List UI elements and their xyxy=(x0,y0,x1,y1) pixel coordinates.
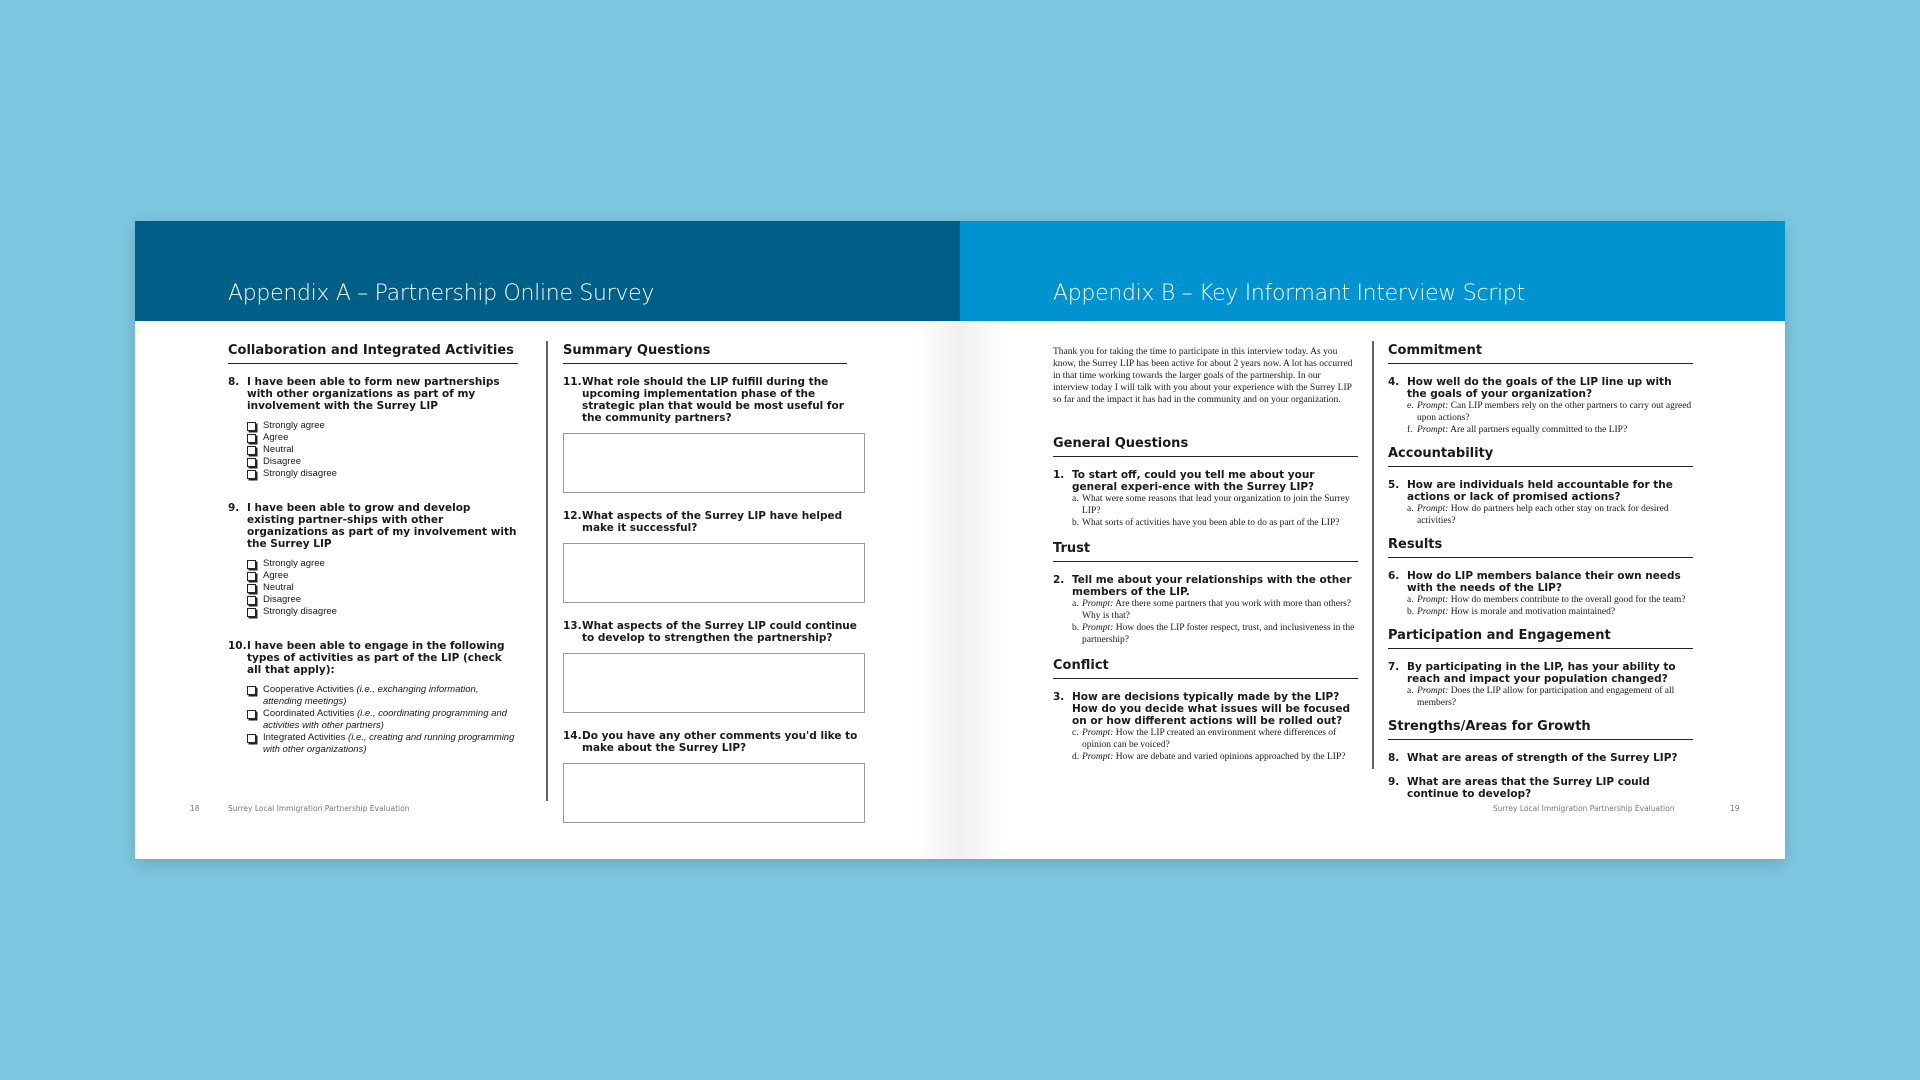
right-page xyxy=(960,221,1785,859)
sub-question: a. Prompt: Does the LIP allow for participation and engagement of all members? xyxy=(1407,686,1675,708)
sub-question: c. Prompt: How the LIP created an environment where differences of opinion can be voiced? xyxy=(1072,728,1337,750)
left-page-header xyxy=(135,221,960,321)
checkbox-icon[interactable] xyxy=(247,686,256,695)
question-5: 5. How are individuals held accountable for the actions or lack of promised actions? xyxy=(1388,479,1673,503)
q9-options xyxy=(247,558,518,618)
section-heading: Participation and Engagement xyxy=(1388,628,1693,649)
question-12: 12. What aspects of the Surrey LIP have helped make it successful? xyxy=(563,510,843,534)
sub-question: a. What were some reasons that lead your organization to join the Surrey LIP? xyxy=(1072,494,1350,516)
section-heading: Commitment xyxy=(1388,343,1693,364)
question-4: 4. How well do the goals of the LIP line up with the goals of your organization? xyxy=(1388,376,1672,400)
question-6: 6. How do LIP members balance their own needs with the needs of the LIP? xyxy=(1388,570,1681,594)
question-8: 8. I have been able to form new partnerships with other organizations as part of my involvement with the Surrey LIP xyxy=(228,376,500,412)
checkbox-icon[interactable] xyxy=(247,734,256,743)
section-heading: Conflict xyxy=(1053,658,1358,679)
checkbox-icon[interactable] xyxy=(247,422,256,431)
page-number: 18 xyxy=(190,804,200,813)
checkbox-option[interactable]: Cooperative Activities (i.e., exchanging information, attending meetings) xyxy=(247,684,518,708)
intro-paragraph: Thank you for taking the time to participate in this interview today. As you know, the Surrey LIP has been active for about 2 years now. A lot has occurred in that time working towards the larger goals of the partnership. In our interview today I will talk with you about your experience with the Surrey LIP so far and the impact it has had in the community and on your organization. xyxy=(1053,347,1353,405)
sub-question: a. Prompt: How do members contribute to the overall good for the team? xyxy=(1407,595,1686,605)
checkbox-icon[interactable] xyxy=(247,584,256,593)
checkbox-icon[interactable] xyxy=(247,458,256,467)
checkbox-icon[interactable] xyxy=(247,446,256,455)
checkbox-option[interactable]: Strongly disagree xyxy=(247,606,518,618)
section-heading: Accountability xyxy=(1388,446,1693,467)
sub-question: a. Prompt: Are there some partners that you work with more than others? Why is that? xyxy=(1072,599,1352,621)
checkbox-option[interactable]: Agree xyxy=(247,432,518,444)
answer-box[interactable] xyxy=(563,543,865,603)
checkbox-option[interactable]: Coordinated Activities (i.e., coordinating programming and activities with other partners) xyxy=(247,708,518,732)
column-divider xyxy=(1372,341,1374,769)
section-heading: Strengths/Areas for Growth xyxy=(1388,719,1693,740)
footer-text: Surrey Local Immigration Partnership Evaluation xyxy=(228,804,410,813)
booklet-spread xyxy=(135,221,1785,859)
question-9: 9. I have been able to grow and develop existing partner-ships with other organizations as part of my involvement with the Surrey LIP xyxy=(228,502,517,550)
answer-box[interactable] xyxy=(563,433,865,493)
checkbox-option[interactable]: Strongly disagree xyxy=(247,468,518,480)
question-14: 14. Do you have any other comments you'd like to make about the Surrey LIP? xyxy=(563,730,858,754)
section-heading: Results xyxy=(1388,537,1693,558)
question-2: 2. Tell me about your relationships with the other members of the LIP. xyxy=(1053,574,1352,598)
checkbox-icon[interactable] xyxy=(247,608,256,617)
checkbox-option[interactable]: Strongly agree xyxy=(247,558,518,570)
sub-question: e. Prompt: Can LIP members rely on the other partners to carry out agreed upon actions? xyxy=(1407,401,1692,423)
section-heading: General Questions xyxy=(1053,436,1358,457)
left-page xyxy=(135,221,960,859)
checkbox-option[interactable]: Neutral xyxy=(247,582,518,594)
sub-question: b. Prompt: How is morale and motivation maintained? xyxy=(1407,607,1616,617)
question-9: 9. What are areas that the Surrey LIP could continue to develop? xyxy=(1388,776,1650,800)
sub-question: a. Prompt: How do partners help each other stay on track for desired activities? xyxy=(1407,504,1669,526)
checkbox-option[interactable]: Integrated Activities (i.e., creating and running programming with other organizations) xyxy=(247,732,518,756)
checkbox-icon[interactable] xyxy=(247,470,256,479)
checkbox-icon[interactable] xyxy=(247,596,256,605)
question-8: 8. What are areas of strength of the Surrey LIP? xyxy=(1388,752,1678,764)
page-number: 19 xyxy=(1730,804,1740,813)
checkbox-icon[interactable] xyxy=(247,434,256,443)
question-11: 11. What role should the LIP fulfill during the upcoming implementation phase of the strategic plan that would be most useful for the community partners? xyxy=(563,376,844,424)
left-page-title: Appendix A – Partnership Online Survey xyxy=(228,281,655,306)
checkbox-icon[interactable] xyxy=(247,710,256,719)
question-3: 3. How are decisions typically made by the LIP? How do you decide what issues will be focused on or how different actions will be rolled out? xyxy=(1053,691,1351,727)
answer-box[interactable] xyxy=(563,763,865,823)
question-7: 7. By participating in the LIP, has your ability to reach and impact your population changed? xyxy=(1388,661,1676,685)
column-divider xyxy=(546,341,548,801)
q10-options xyxy=(247,684,518,756)
question-1: 1. To start off, could you tell me about your general experi-ence with the Surrey LIP? xyxy=(1053,469,1315,493)
checkbox-icon[interactable] xyxy=(247,560,256,569)
summary-column xyxy=(563,343,863,823)
checkbox-option[interactable]: Strongly agree xyxy=(247,420,518,432)
right-page-title: Appendix B – Key Informant Interview Script xyxy=(1053,281,1525,306)
sub-question: b. Prompt: How does the LIP foster respect, trust, and inclusiveness in the partnership? xyxy=(1072,623,1355,645)
checkbox-icon[interactable] xyxy=(247,572,256,581)
footer-text: Surrey Local Immigration Partnership Evaluation xyxy=(1493,804,1675,813)
checkbox-option[interactable]: Agree xyxy=(247,570,518,582)
section-heading: Trust xyxy=(1053,541,1358,562)
checkbox-option[interactable]: Disagree xyxy=(247,594,518,606)
checkbox-option[interactable]: Disagree xyxy=(247,456,518,468)
section-heading: Summary Questions xyxy=(563,343,847,364)
q8-options xyxy=(247,420,518,480)
right-page-header xyxy=(960,221,1785,321)
answer-box[interactable] xyxy=(563,653,865,713)
interview-column-2 xyxy=(1388,343,1693,800)
interview-column-1 xyxy=(1053,346,1358,763)
sub-question: f. Prompt: Are all partners equally committed to the LIP? xyxy=(1407,425,1628,435)
section-heading: Collaboration and Integrated Activities xyxy=(228,343,518,364)
collaboration-column xyxy=(228,343,518,756)
checkbox-option[interactable]: Neutral xyxy=(247,444,518,456)
question-10: 10. I have been able to engage in the following types of activities as part of the LIP (check all that apply): xyxy=(228,640,505,676)
sub-question: d. Prompt: How are debate and varied opinions approached by the LIP? xyxy=(1072,752,1346,762)
sub-question: b. What sorts of activities have you been able to do as part of the LIP? xyxy=(1072,518,1340,528)
question-13: 13. What aspects of the Surrey LIP could continue to develop to strengthen the partnership? xyxy=(563,620,857,644)
